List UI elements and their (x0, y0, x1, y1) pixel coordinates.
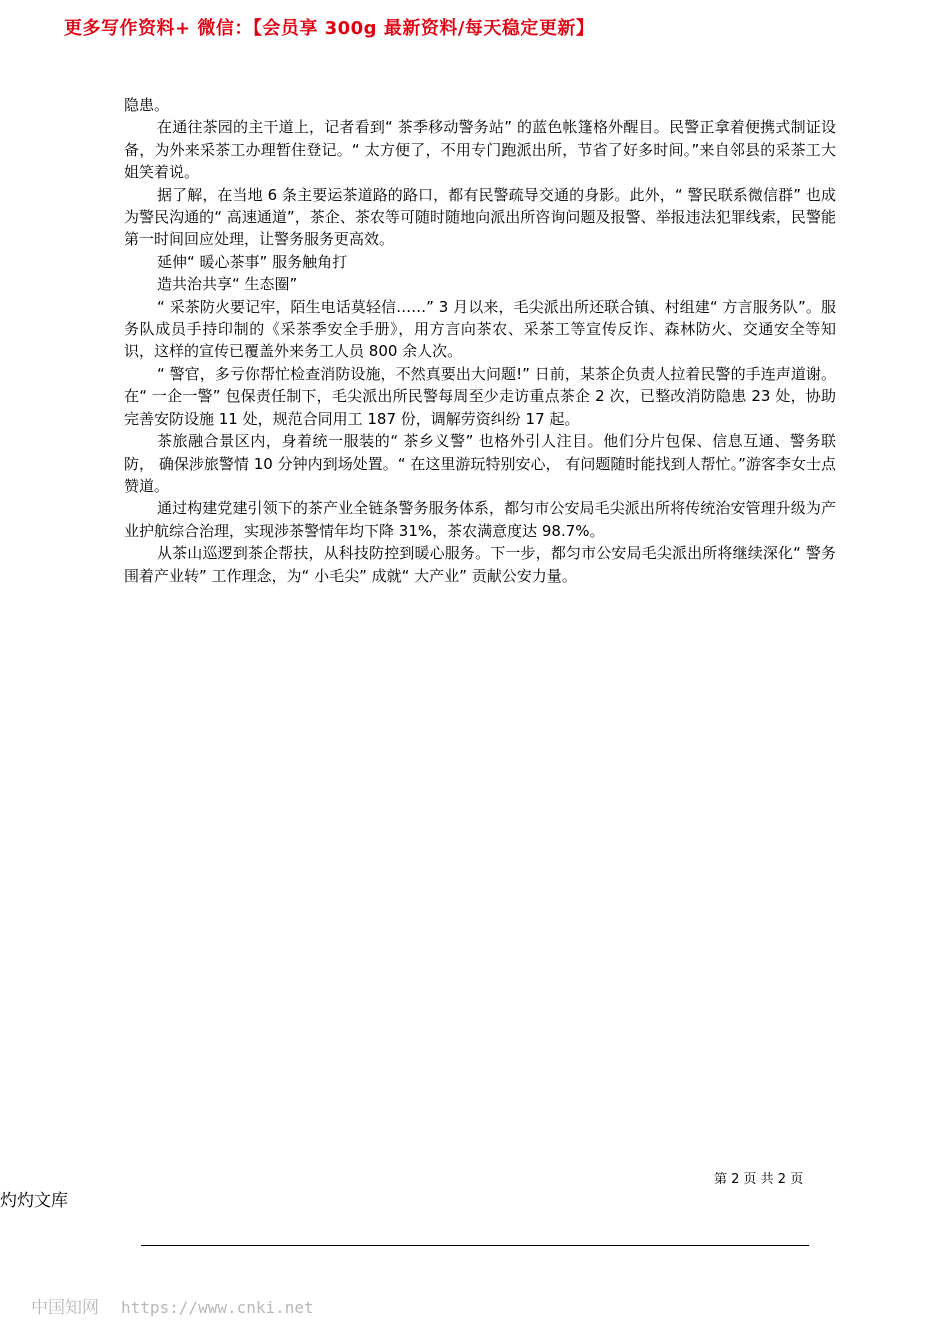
article-paragraph: 据了解，在当地 6 条主要运茶道路的路口，都有民警疏导交通的身影。此外，“ 警民联系微信群” 也成为警民沟通的“ 高速通道”，茶企、茶农等可随时随地向派出所咨询问题及报警、举报违法犯罪线索，民警能第一时间回应处理，让警务服务更高效。 (124, 185, 836, 249)
article-body (124, 94, 836, 587)
footer-divider (141, 1245, 809, 1246)
footer-watermark (31, 1293, 314, 1318)
promo-banner: 更多写作资料+ 微信：【会员享 300g 最新资料/每天稳定更新】 (64, 18, 595, 39)
article-paragraph: “ 警官，多亏你帮忙检查消防设施，不然真要出大问题!” 日前，某茶企负责人拉着民警的手连声道谢。在“ 一企一警” 包保责任制下，毛尖派出所民警每周至少走访重点茶企 2 次，已整改消防隐患 23 处，协助完善安防设施 11 处，规范合同用工 187 份，调解劳资纠纷 17 起。 (124, 364, 836, 428)
article-paragraph: 隐患。 (124, 96, 170, 114)
watermark-url[interactable]: https://www.cnki.net (121, 1298, 314, 1317)
section-heading-line: 延伸“ 暖心茶事” 服务触角打 (157, 252, 348, 271)
watermark-name: 中国知网 (31, 1298, 99, 1318)
page-number: 第 2 页 共 2 页 (714, 1172, 804, 1187)
section-heading-line: 造共治共享“ 生态圈” (157, 275, 298, 294)
article-paragraph: 从茶山巡逻到茶企帮扶，从科技防控到暖心服务。下一步，都匀市公安局毛尖派出所将继续深化“ 警务围着产业转” 工作理念，为“ 小毛尖” 成就“ 大产业” 贡献公安力量。 (124, 544, 836, 585)
brand-label: 灼灼文库 (0, 1191, 68, 1211)
article-paragraph: 在通往茶园的主干道上，记者看到“ 茶季移动警务站” 的蓝色帐篷格外醒目。民警正拿着便携式制证设备，为外来采茶工办理暂住登记。“ 太方便了，不用专门跑派出所，节省了好多时间。”来自邻县的采茶工大姐笑着说。 (124, 118, 836, 182)
article-paragraph: 茶旅融合景区内，身着统一服装的“ 茶乡义警” 也格外引人注目。他们分片包保、信息互通、警务联防， 确保涉旅警情 10 分钟内到场处置。“ 在这里游玩特别安心， 有问题随时能找到人帮忙。”游客李女士点赞道。 (124, 432, 836, 495)
article-paragraph: “ 采茶防火要记牢，陌生电话莫轻信……” 3 月以来，毛尖派出所还联合镇、村组建“ 方言服务队”。服务队成员手持印制的《采茶季安全手册》，用方言向茶农、采茶工等宣传反诈、森林防火、交通安全等知识，这样的宣传已覆盖外来务工人员 800 余人次。 (124, 297, 836, 361)
article-paragraph: 通过构建党建引领下的茶产业全链条警务服务体系，都匀市公安局毛尖派出所将传统治安管理升级为产业护航综合治理，实现涉茶警情年均下降 31%，茶农满意度达 98.7%。 (124, 499, 836, 540)
